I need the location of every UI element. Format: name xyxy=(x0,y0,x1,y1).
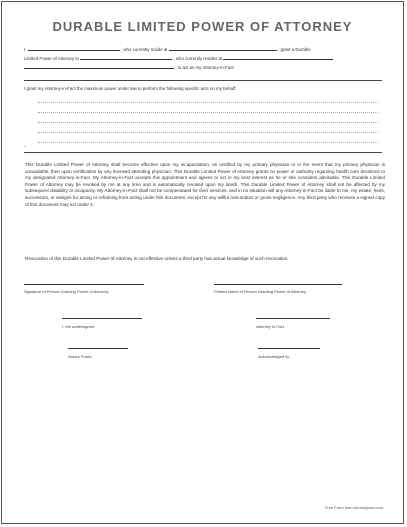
attorney-name-blank[interactable] xyxy=(80,55,172,60)
document-title: DURABLE LIMITED POWER OF ATTORNEY xyxy=(52,19,353,34)
intro-text-3b: , to act as my Attorney-in-Fact. xyxy=(175,65,235,70)
footer-credit[interactable]: Free Form from formsbyslot.com xyxy=(324,505,383,510)
intro-line-2 xyxy=(24,55,333,62)
intro-text-1c: , grant a Durable xyxy=(278,47,311,52)
intro-text-2a: Limited Power of Attorney to xyxy=(24,56,79,61)
body-paragraph-1: This Durable Limited Power of Attorney shall become effective upon my incapacitation, as certified by my primary physician or in the event that my primary physician is unavailable, then upon certification by any licensed attending physician. This Durable Limited Power of Attorney grants no power or authority regarding health care decisions to my designated Attorney-in-Fact. My Attorney-in-Fact accepts this appointment and agrees to act in my best interest as he or she considers advisable. This Durable Limited Power of Attorney may be revoked by me at any time and is automatically revoked upon my death. This Durable Limited Power of Attorney shall not be affected by my subsequent disability or incapacity. My Attorney-in-Fact shall not be compensated for their services, and in no situation will any Attorney-in-Fact be liable to me, my estate, heirs, successors, or assigns for acting or refraining from acting under this document, except for any willful misconduct or gross negligence. Any third party who receives a signed copy of this document may act under it. xyxy=(25,162,385,207)
dash-marker: - xyxy=(24,144,26,150)
notary-signature-line[interactable] xyxy=(68,348,128,349)
intro-text-2b: , who currently resides at xyxy=(173,56,223,61)
intro-line-3 xyxy=(24,64,235,71)
acceptance-signature-line[interactable] xyxy=(62,318,142,319)
document-page xyxy=(1,1,404,524)
notary-label: Notary Public xyxy=(68,354,92,359)
intro-text-1a: I, xyxy=(24,47,27,52)
grantor-printed-name-label: Printed Name of Person Granting Power of Attorney xyxy=(214,289,306,294)
acts-row[interactable] xyxy=(38,102,378,103)
attorney-signature-line[interactable] xyxy=(256,318,330,319)
intro-text-1b: , who currently reside at xyxy=(120,47,168,52)
grantor-signature-label: Signature of Person Granting Power of Attorney xyxy=(24,289,109,294)
acts-row[interactable] xyxy=(38,142,378,143)
grantor-printed-name-line[interactable] xyxy=(214,284,342,285)
divider xyxy=(24,152,382,153)
attorney-label: Attorney in Fact xyxy=(256,324,285,329)
grantor-signature-line[interactable] xyxy=(24,284,144,285)
witness-label: Acknowledged by xyxy=(258,354,290,359)
attorney-address-blank[interactable] xyxy=(223,55,333,60)
authority-line: I grant my Attorney-in-Fact the maximum power under law to perform the following specific acts on my behalf: xyxy=(24,86,237,91)
grantor-name-blank[interactable] xyxy=(28,46,120,51)
divider xyxy=(24,80,382,81)
body-paragraph-2: Revocation of this Durable Limited Power of Attorney is not effective unless a third party has actual knowledge of such revocation. xyxy=(25,256,289,261)
acceptance-label: I, the undersigned xyxy=(62,324,95,329)
intro-line-1 xyxy=(24,46,311,53)
acts-row[interactable] xyxy=(38,122,378,123)
acts-row[interactable] xyxy=(38,112,378,113)
acts-row[interactable] xyxy=(38,132,378,133)
attorney-address-continued-blank[interactable] xyxy=(24,64,174,69)
witness-signature-line[interactable] xyxy=(258,348,320,349)
grantor-address-blank[interactable] xyxy=(169,46,277,51)
